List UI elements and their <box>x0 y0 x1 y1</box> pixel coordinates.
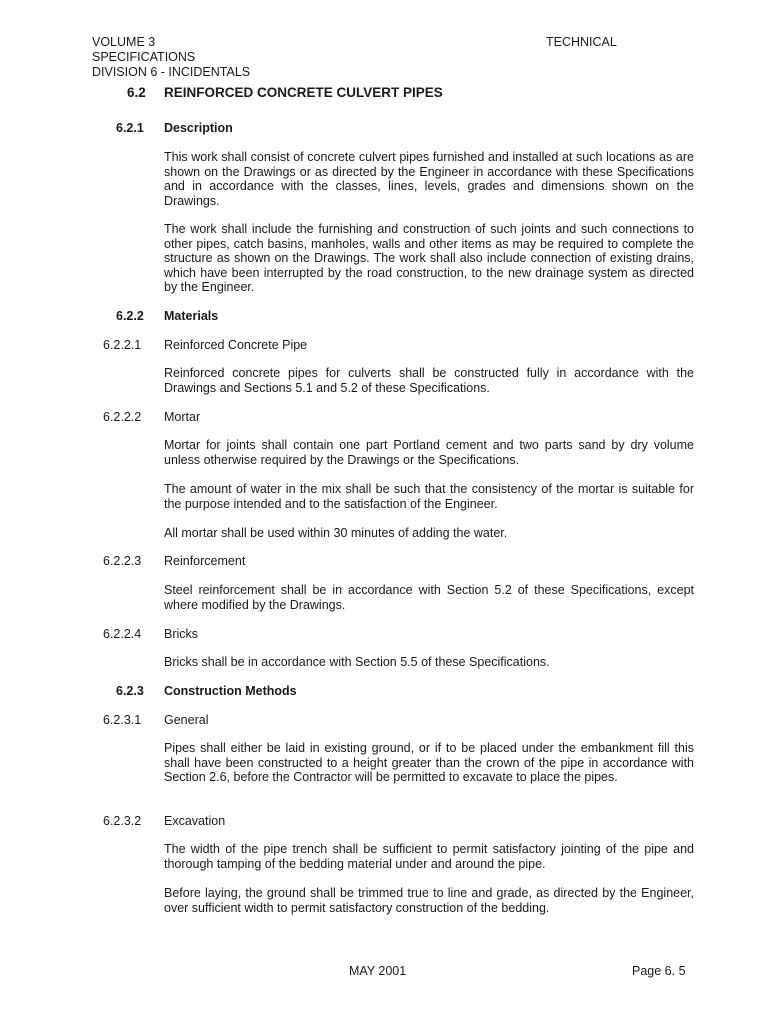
section-title-number: 6.2 <box>127 85 146 100</box>
heading-text: Materials <box>164 309 219 323</box>
subheading-general <box>103 713 208 728</box>
paragraph: Mortar for joints shall contain one part Portland cement and two parts sand by dry volume unless otherwise required by the Drawings or the Specifications. <box>164 438 694 467</box>
paragraph: All mortar shall be used within 30 minutes of adding the water. <box>164 526 508 540</box>
header-volume: VOLUME 3 <box>92 35 156 49</box>
header-specifications: SPECIFICATIONS <box>92 50 196 64</box>
heading-materials <box>116 309 218 324</box>
paragraph: The work shall include the furnishing and construction of such joints and such connections to other pipes, catch basins, manholes, walls and other items as may be required to complete the structure as shown on the Drawings. The work shall also include connection of existing drains, which have been interrupted by the road construction, to the new drainage system as directed by the Engineer. <box>164 222 694 294</box>
subheading-number: 6.2.2.4 <box>103 627 142 641</box>
subheading-number: 6.2.2.3 <box>103 554 142 568</box>
footer-page-number: Page 6. 5 <box>632 964 686 978</box>
header-left <box>92 35 250 80</box>
subheading-bricks <box>103 627 198 642</box>
paragraph: Pipes shall either be laid in existing ground, or if to be placed under the embankment fill this shall have been constructed to a height greater than the crown of the pipe in accordance with Section 2.6, before the Contractor will be permitted to excavate to place the pipes. <box>164 741 694 784</box>
subheading-excavation <box>103 814 225 829</box>
header-technical: TECHNICAL <box>546 35 617 49</box>
header-division: DIVISION 6 - INCIDENTALS <box>92 65 251 79</box>
heading-text: Construction Methods <box>164 684 297 698</box>
subheading-number: 6.2.3.1 <box>103 713 142 727</box>
subheading-reinforcement <box>103 554 245 569</box>
subheading-text: General <box>164 713 209 727</box>
subheading-number: 6.2.3.2 <box>103 814 142 828</box>
heading-number: 6.2.3 <box>116 684 144 698</box>
paragraph: Steel reinforcement shall be in accordance with Section 5.2 of these Specifications, except where modified by the Drawings. <box>164 583 694 612</box>
subheading-mortar <box>103 410 200 425</box>
paragraph: Reinforced concrete pipes for culverts shall be constructed fully in accordance with the Drawings and Sections 5.1 and 5.2 of these Specifications. <box>164 366 694 395</box>
paragraph: This work shall consist of concrete culvert pipes furnished and installed at such locations as are shown on the Drawings or as directed by the Engineer in accordance with these Specifications and in accordance with the classes, lines, levels, grades and dimensions shown on the Drawings. <box>164 150 694 208</box>
footer-date: MAY 2001 <box>349 964 407 978</box>
paragraph: Before laying, the ground shall be trimmed true to line and grade, as directed by the Engineer, over sufficient width to permit satisfactory construction of the bedding. <box>164 886 694 915</box>
heading-description <box>116 121 233 136</box>
subheading-text: Mortar <box>164 410 201 424</box>
section-title <box>127 86 443 101</box>
heading-text: Description <box>164 121 233 135</box>
paragraph: The amount of water in the mix shall be such that the consistency of the mortar is suitable for the purpose intended and to the satisfaction of the Engineer. <box>164 482 694 511</box>
heading-construction-methods <box>116 684 297 699</box>
subheading-number: 6.2.2.2 <box>103 410 142 424</box>
subheading-text: Bricks <box>164 627 199 641</box>
subheading-text: Reinforced Concrete Pipe <box>164 338 308 352</box>
heading-number: 6.2.1 <box>116 121 144 135</box>
subheading-number: 6.2.2.1 <box>103 338 142 352</box>
heading-number: 6.2.2 <box>116 309 144 323</box>
paragraph: The width of the pipe trench shall be sufficient to permit satisfactory jointing of the pipe and thorough tamping of the bedding material under and around the pipe. <box>164 842 694 871</box>
subheading-text: Reinforcement <box>164 554 246 568</box>
section-title-text: REINFORCED CONCRETE CULVERT PIPES <box>164 85 443 100</box>
subheading-reinforced-concrete-pipe <box>103 338 307 353</box>
paragraph: Bricks shall be in accordance with Section 5.5 of these Specifications. <box>164 655 550 669</box>
subheading-text: Excavation <box>164 814 226 828</box>
